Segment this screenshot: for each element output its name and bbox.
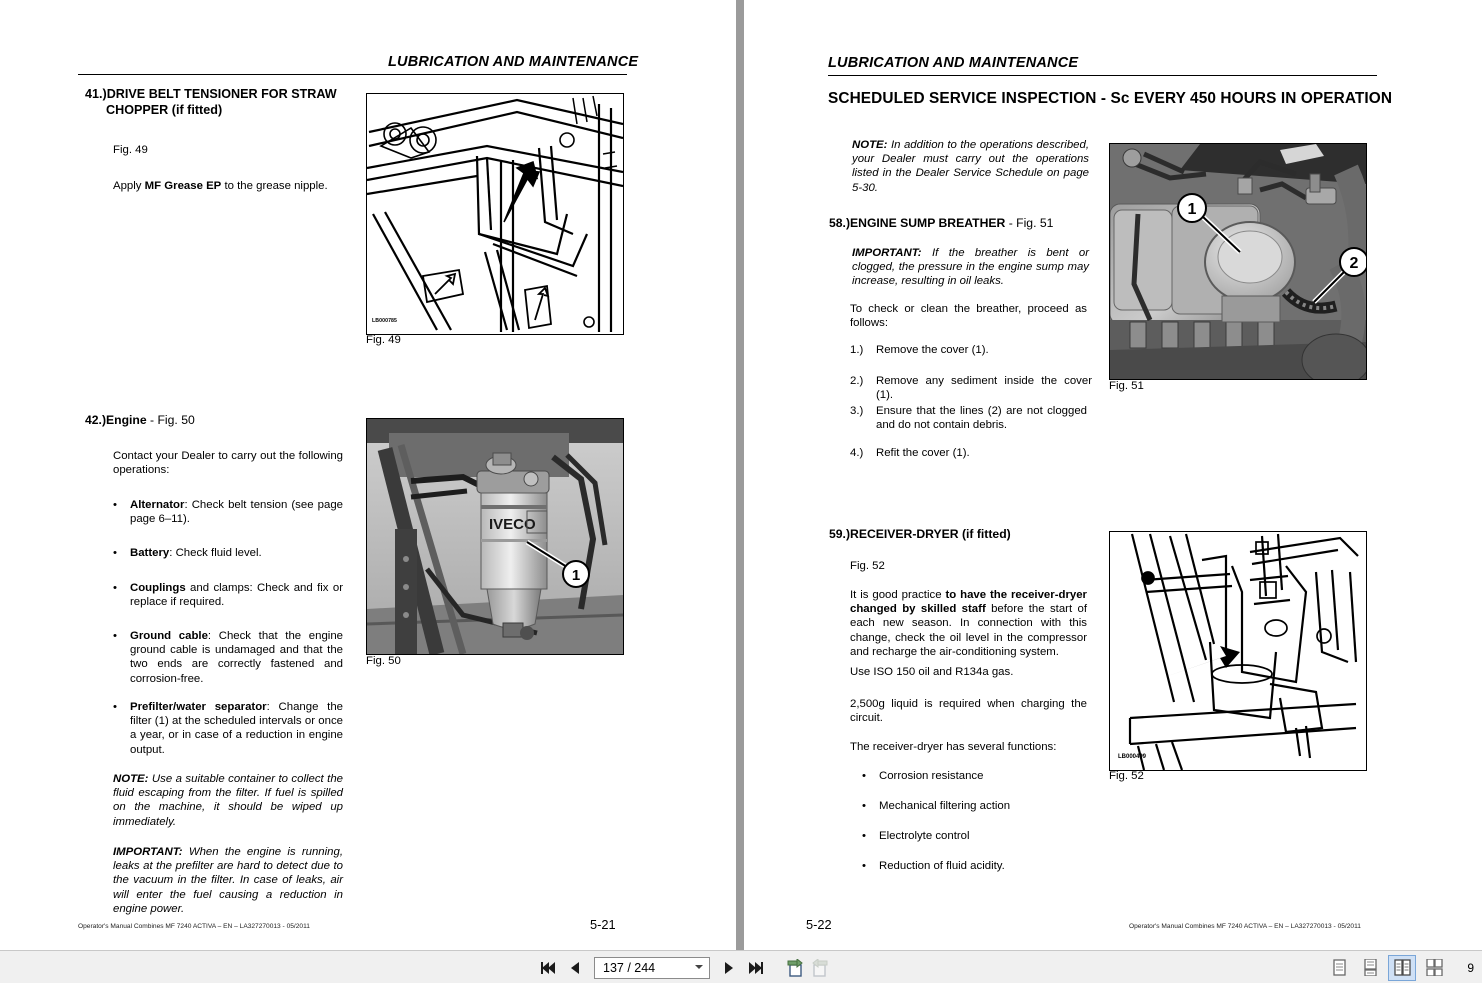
figure-51-image — [1109, 143, 1367, 380]
note-label: NOTE: — [852, 139, 888, 151]
section-59-fig-ref: Fig. 52 — [850, 560, 885, 572]
bullet-rest: : Check fluid level. — [169, 547, 262, 559]
page-header-left: LUBRICATION AND MAINTENANCE — [388, 54, 639, 70]
toolbar-navigation-group — [536, 951, 834, 983]
bullet-text — [130, 498, 343, 526]
right-page-note — [852, 138, 1089, 195]
view-two-page-continuous-button[interactable] — [1421, 956, 1447, 980]
bullet-dot-icon: • — [862, 830, 866, 842]
section-59-title: RECEIVER-DRYER (if fitted) — [850, 527, 1011, 541]
step-number: 2.) — [850, 375, 864, 387]
chevron-left-icon — [569, 961, 581, 975]
bullet-text: Reduction of fluid acidity. — [879, 860, 1005, 872]
figure-49-code: LB000785 — [372, 318, 398, 324]
section-41-heading — [85, 87, 355, 118]
section-42-heading — [85, 413, 345, 429]
view-continuous-button[interactable] — [1357, 956, 1383, 980]
section-42-title-rest: - Fig. 50 — [146, 413, 195, 427]
step-text: Ensure that the lines (2) are not clogged and do not contain debris. — [876, 405, 1087, 432]
section-42-bullet-alternator — [113, 498, 343, 526]
figure-51-callout-1: 1 — [1187, 201, 1197, 218]
section-59-number: 59.) — [829, 527, 851, 541]
figure-49-caption: Fig. 49 — [366, 334, 401, 346]
section-58-number: 58.) — [829, 216, 851, 230]
important-text: If the breather is bent or clogged, the pressure in the engine sump may increase, resulting in oil leaks. — [852, 247, 1089, 288]
bullet-text — [130, 700, 343, 757]
bullet-rest: and clamps: Check and fix or replace if required. — [130, 582, 343, 609]
figure-52-image — [1109, 531, 1367, 771]
section-58-important — [852, 246, 1089, 289]
bullet-rest: : Check belt tension (see page page 6–11). — [130, 499, 343, 526]
rotate-counter-clockwise-icon — [811, 959, 831, 977]
page-footer-left: Operator's Manual Combines MF 7240 ACTIVA – EN – LA327270013 - 05/2011 — [78, 923, 310, 930]
bullet-text — [130, 581, 343, 609]
section-59-bullet-electrolyte — [862, 829, 1087, 843]
section-42-intro: Contact your Dealer to carry out the following operations: — [113, 450, 343, 477]
bullet-rest: : Change the filter (1) at the scheduled intervals or once a year, or in case of a reduction in engine output. — [130, 701, 343, 756]
important-text: When the engine is running, leaks at the prefilter are hard to detect due to the vacuum in the filter. In case of leaks, air will enter the fuel causing a reduction in engine power. — [113, 846, 343, 915]
section-59-heading — [829, 527, 1119, 543]
zoom-level-value: 9 — [1467, 960, 1474, 975]
step-number: 1.) — [850, 344, 864, 356]
section-59-bullet-filtering — [862, 799, 1087, 813]
section-41-title-line1: DRIVE BELT TENSIONER FOR STRAW — [106, 87, 337, 101]
bullet-dot-icon: • — [862, 770, 866, 782]
section-58-title-bold: ENGINE SUMP BREATHER — [850, 216, 1006, 230]
section-42-note — [113, 772, 343, 829]
figure-52-code: LB000499 — [1118, 754, 1147, 760]
next-page-button[interactable] — [716, 955, 742, 980]
para1-bold: to have the receiver-dryer changed by skilled staff — [850, 589, 1087, 616]
step-text: Remove the cover (1). — [876, 344, 989, 356]
section-42-bullet-ground-cable — [113, 629, 343, 686]
bullet-rest: : Check that the engine ground cable is undamaged and that the two ends are correctly fastened and corrosion-free. — [130, 630, 343, 685]
figure-50-image — [366, 418, 624, 655]
step-number: 3.) — [850, 405, 864, 417]
bullet-dot-icon: • — [113, 499, 117, 511]
bullet-text: Electrolyte control — [879, 830, 970, 842]
last-page-button[interactable] — [742, 955, 768, 980]
figure-50-caption: Fig. 50 — [366, 655, 401, 667]
bullet-text: Mechanical filtering action — [879, 800, 1011, 812]
bullet-bold: Ground cable — [130, 630, 208, 642]
section-58-step-4 — [850, 446, 1087, 460]
first-page-button[interactable] — [536, 955, 562, 980]
note-text: Use a suitable container to collect the fluid escaping from the filter. If fuel is spilled on the machine, it should be wiped up immediately. — [113, 773, 343, 828]
figure-52-drawing — [1110, 532, 1366, 770]
section-58-title-rest: - Fig. 51 — [1005, 216, 1054, 230]
section-41-fig-ref: Fig. 49 — [113, 144, 148, 156]
figure-50-brand-label: IVECO — [489, 516, 536, 533]
bullet-bold: Prefilter/water separator — [130, 701, 267, 713]
figure-50-photo — [367, 419, 623, 654]
step-text: Remove any sediment inside the cover (1). — [876, 375, 1092, 402]
chevron-right-icon — [723, 961, 735, 975]
bullet-bold: Couplings — [130, 582, 186, 594]
important-label: IMPORTANT: — [113, 846, 183, 858]
section-58-step-1 — [850, 343, 1087, 357]
section-41-body-pre: Apply — [113, 180, 145, 192]
figure-51-photo — [1110, 144, 1366, 379]
bullet-dot-icon: • — [113, 547, 117, 559]
section-58-step-2 — [850, 374, 1092, 403]
section-42-bullet-couplings — [113, 581, 343, 609]
important-label: IMPORTANT: — [852, 247, 922, 259]
section-41-body-post: to the grease nipple. — [221, 180, 328, 192]
bullet-dot-icon: • — [862, 800, 866, 812]
page-indicator-value: 137 / 244 — [603, 960, 656, 975]
figure-52-caption: Fig. 52 — [1109, 770, 1144, 782]
figure-49-drawing — [367, 94, 623, 334]
section-41-title-line2: CHOPPER (if fitted) — [106, 102, 223, 117]
document-page-left — [0, 0, 736, 950]
section-58-step-3 — [850, 404, 1087, 433]
section-42-bullet-prefilter — [113, 700, 343, 757]
section-58-lead-in: To check or clean the breather, proceed as follows: — [850, 303, 1087, 330]
section-59-para-2: Use ISO 150 oil and R134a gas. — [850, 666, 1014, 678]
section-59-para-3: 2,500g liquid is required when charging the circuit. — [850, 698, 1087, 725]
two-page-continuous-icon — [1426, 959, 1443, 976]
section-59-para-4: The receiver-dryer has several functions: — [850, 741, 1057, 753]
header-rule-right — [828, 75, 1377, 76]
section-41-body — [113, 179, 353, 193]
section-42-bullet-battery — [113, 546, 343, 560]
rotate-counter-clockwise-button[interactable] — [808, 955, 834, 980]
page-number-left: 5-21 — [590, 917, 616, 932]
view-two-page-button[interactable] — [1388, 955, 1416, 981]
note-text: In addition to the operations described, your Dealer must carry out the operations listed in the Dealer Service Schedule on page 5-30. — [852, 139, 1089, 194]
page-number-input[interactable] — [594, 957, 710, 979]
page-header-right: LUBRICATION AND MAINTENANCE — [828, 55, 1079, 71]
bullet-dot-icon: • — [113, 582, 117, 594]
section-42-title-bold: Engine — [106, 413, 147, 427]
figure-51-callout-2: 2 — [1349, 255, 1359, 272]
para1-post: before the start of each new season. In connection with this change, check the oil level in the compressor and recharge the air-conditioning system. — [850, 603, 1087, 658]
previous-page-button[interactable] — [562, 955, 588, 980]
section-59-para-1 — [850, 588, 1087, 659]
step-number: 4.) — [850, 447, 864, 459]
note-label: NOTE: — [113, 773, 149, 785]
section-41-number: 41.) — [85, 87, 107, 101]
toolbar-view-group — [1321, 951, 1474, 983]
rotate-clockwise-icon — [785, 959, 805, 977]
viewer-toolbar — [0, 950, 1482, 983]
figure-49-image — [366, 93, 624, 335]
bullet-dot-icon: • — [113, 701, 117, 713]
figure-50-callout-1: 1 — [571, 567, 581, 584]
figure-51-caption: Fig. 51 — [1109, 380, 1144, 392]
header-rule-left — [78, 74, 627, 75]
bullet-dot-icon: • — [113, 630, 117, 642]
last-page-icon — [747, 961, 763, 975]
bullet-bold: Battery — [130, 547, 170, 559]
bullet-bold: Alternator — [130, 499, 185, 511]
first-page-icon — [541, 961, 557, 975]
view-single-page-button[interactable] — [1326, 956, 1352, 980]
page-number-right: 5-22 — [806, 917, 832, 932]
two-page-icon — [1394, 959, 1411, 976]
bullet-text — [130, 546, 343, 560]
section-41-body-bold: MF Grease EP — [144, 180, 222, 192]
section-58-heading — [829, 216, 1109, 232]
section-59-bullet-corrosion — [862, 769, 1087, 783]
single-page-icon — [1332, 959, 1347, 976]
section-59-bullet-acidity — [862, 859, 1087, 873]
chevron-down-icon[interactable] — [695, 965, 703, 969]
bullet-text: Corrosion resistance — [879, 770, 984, 782]
para1-pre: It is good practice — [850, 589, 946, 601]
bullet-text — [130, 629, 343, 686]
rotate-clockwise-button[interactable] — [782, 955, 808, 980]
page-footer-right: Operator's Manual Combines MF 7240 ACTIVA – EN – LA327270013 - 05/2011 — [1129, 923, 1361, 930]
page-gutter — [736, 0, 744, 950]
right-page-main-title: SCHEDULED SERVICE INSPECTION - Sc EVERY 450 HOURS IN OPERATION — [828, 90, 1393, 107]
continuous-page-icon — [1363, 959, 1378, 976]
section-42-number: 42.) — [85, 413, 107, 427]
document-page-right — [744, 0, 1482, 950]
bullet-dot-icon: • — [862, 860, 866, 872]
step-text: Refit the cover (1). — [876, 447, 970, 459]
section-42-important — [113, 845, 343, 916]
